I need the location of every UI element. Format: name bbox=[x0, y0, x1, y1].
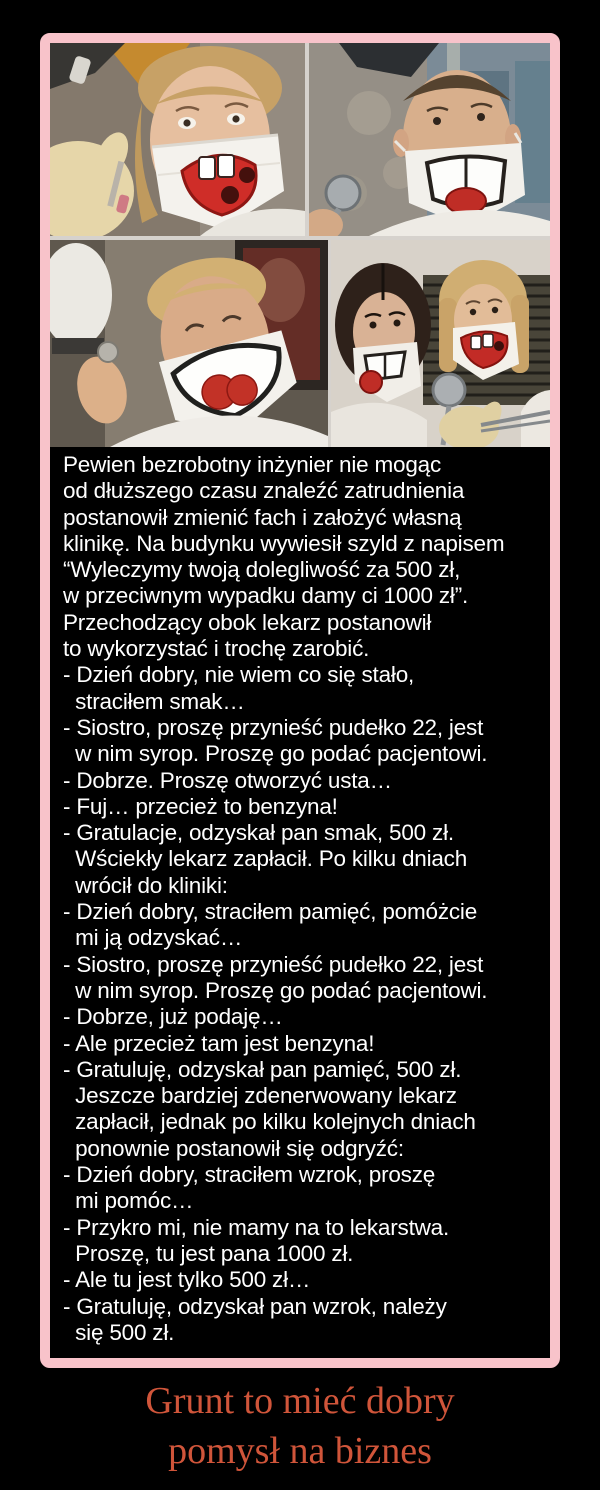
story-line: - Ale przecież tam jest benzyna! bbox=[63, 1030, 375, 1056]
story-line: - Dzień dobry, nie wiem co się stało, bbox=[63, 662, 415, 688]
story-line: “Wyleczymy twoją dolegliwość za 500 zł, bbox=[63, 557, 461, 583]
story-line: - Dobrze. Proszę otworzyć usta… bbox=[63, 767, 392, 793]
story-line: - Ale tu jest tylko 500 zł… bbox=[63, 1267, 311, 1293]
story-line: straciłem smak… bbox=[63, 688, 245, 714]
story-line: ponownie postanowił się odgryźć: bbox=[63, 1135, 404, 1161]
story-line: - Dzień dobry, straciłem pamięć, pomóżcie bbox=[63, 899, 478, 925]
story-line: mi pomóc… bbox=[63, 1188, 194, 1214]
story-line: - Siostro, proszę przynieść pudełko 22, jest bbox=[63, 951, 484, 977]
caption-line-2: pomysł na biznes bbox=[168, 1430, 432, 1472]
story-line: mi ją odzyskać… bbox=[63, 925, 243, 951]
content-frame bbox=[40, 33, 560, 1368]
story-line: zapłacił, jednak po kilku kolejnych dniach bbox=[63, 1109, 476, 1135]
story-line: Wściekły lekarz zapłacił. Po kilku dniach bbox=[63, 846, 468, 872]
story-line: - Siostro, proszę przynieść pudełko 22, jest bbox=[63, 714, 484, 740]
story-line: wrócił do kliniki: bbox=[63, 872, 228, 898]
dentist-pair-illustration bbox=[331, 240, 550, 447]
story-line: w nim syrop. Proszę go podać pacjentowi. bbox=[63, 977, 488, 1003]
story-line: - Gratuluję, odzyskał pan pamięć, 500 zł. bbox=[63, 1056, 462, 1082]
story-line: - Dzień dobry, straciłem wzrok, proszę bbox=[63, 1162, 436, 1188]
joke-text bbox=[50, 447, 550, 1346]
story-line: Proszę, tu jest pana 1000 zł. bbox=[63, 1240, 354, 1266]
dentist-man-illustration bbox=[309, 43, 550, 236]
story-line: w nim syrop. Proszę go podać pacjentowi. bbox=[63, 741, 488, 767]
story-line: Przechodzący obok lekarz postanowił bbox=[63, 609, 432, 635]
photo-collage bbox=[50, 43, 550, 447]
story-line: Pewien bezrobotny inżynier nie mogąc bbox=[63, 452, 442, 477]
photo-dentist-woman-mask bbox=[50, 43, 305, 236]
story-line: klinikę. Na budynku wywiesił szyld z napisem bbox=[63, 530, 505, 556]
dentist-grin-illustration bbox=[50, 240, 328, 447]
caption-line-1: Grunt to mieć dobry bbox=[145, 1380, 455, 1422]
story-line: - Dobrze, już podaję… bbox=[63, 1004, 283, 1030]
photo-dentist-man-mask bbox=[309, 43, 550, 236]
story-line: - Przykro mi, nie mamy na to lekarstwa. bbox=[63, 1214, 450, 1240]
story-line: to wykorzystać i trochę zarobić. bbox=[63, 636, 370, 662]
caption bbox=[0, 1376, 600, 1476]
story-line: - Fuj… przecież to benzyna! bbox=[63, 793, 338, 819]
story-line: Jeszcze bardziej zdenerwowany lekarz bbox=[63, 1083, 457, 1109]
story-line: - Gratuluję, odzyskał pan wzrok, należy bbox=[63, 1293, 447, 1319]
story-line: od dłuższego czasu znaleźć zatrudnienia bbox=[63, 478, 465, 504]
dentist-woman-illustration bbox=[50, 43, 305, 236]
story-line: postanowił zmienić fach i założyć własną bbox=[63, 504, 462, 530]
photo-dentist-pair-masks bbox=[331, 240, 550, 447]
story-line: - Gratulacje, odzyskał pan smak, 500 zł. bbox=[63, 820, 454, 846]
photo-dentist-grin-mask bbox=[50, 240, 328, 447]
story-line: w przeciwnym wypadku damy ci 1000 zł”. bbox=[63, 583, 469, 609]
story-line: się 500 zł. bbox=[63, 1319, 175, 1345]
